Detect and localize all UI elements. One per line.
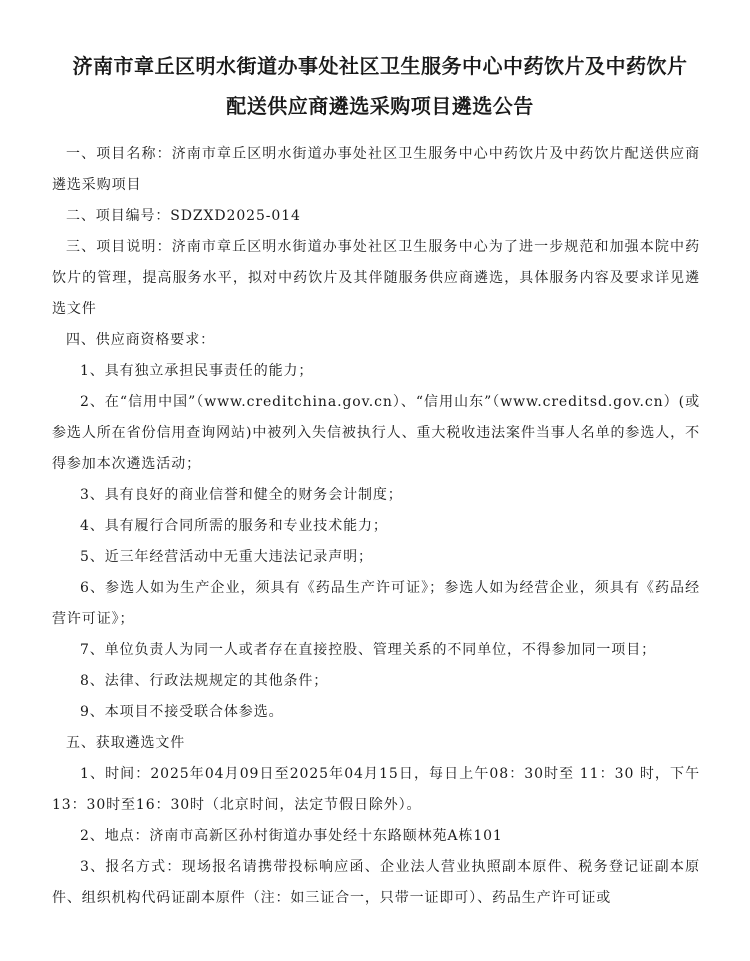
paragraph-project-name: 一、项目名称：济南市章丘区明水街道办事处社区卫生服务中心中药饮片及中药饮片配送供应商遴选采购项目 bbox=[52, 146, 700, 193]
paragraph-project-description: 三、项目说明：济南市章丘区明水街道办事处社区卫生服务中心为了进一步规范和加强本院中药饮片的管理，提高服务水平，拟对中药饮片及其伴随服务供应商遴选，具体服务内容及要求详见遴选文件 bbox=[52, 239, 700, 317]
document-body bbox=[52, 139, 700, 914]
paragraph-qualification-7: 7、单位负责人为同一人或者存在直接控股、管理关系的不同单位，不得参加同一项目； bbox=[80, 642, 657, 658]
document-title bbox=[52, 46, 708, 126]
paragraph-qualification-3: 3、具有良好的商业信誉和健全的财务会计制度； bbox=[80, 487, 403, 503]
title-line-1: 济南市章丘区明水街道办事处社区卫生服务中心中药饮片及中药饮片 bbox=[72, 54, 688, 78]
paragraph-project-number: 二、项目编号：SDZXD2025-014 bbox=[66, 208, 301, 224]
paragraph-qualification-9: 9、本项目不接受联合体参选。 bbox=[80, 704, 284, 720]
paragraph-qualification-6: 6、参选人如为生产企业，须具有《药品生产许可证》；参选人如为经营企业，须具有《药品经营许可证》； bbox=[52, 580, 700, 627]
paragraph-qualification-5: 5、近三年经营活动中无重大违法记录声明； bbox=[80, 549, 373, 565]
paragraph-qualification-8: 8、法律、行政法规规定的其他条件； bbox=[80, 673, 329, 689]
title-line-2: 配送供应商遴选采购项目遴选公告 bbox=[226, 94, 534, 118]
paragraph-qualification-1: 1、具有独立承担民事责任的能力； bbox=[80, 363, 314, 379]
paragraph-qualification-2: 2、在“信用中国”（www.creditchina.gov.cn）、“信用山东”（www.creditsd.gov.cn）(或参选人所在省份信用查询网站)中被列入失信被执行人、重大税收违法案件当事人名单的参选人，不得参加本次遴选活动； bbox=[52, 394, 700, 472]
paragraph-obtain-location: 2、地点：济南市高新区孙村街道办事处经十东路颐林苑A栋101 bbox=[80, 828, 503, 844]
paragraph-registration-method: 3、报名方式：现场报名请携带投标响应函、企业法人营业执照副本原件、税务登记证副本原件、组织机构代码证副本原件（注：如三证合一，只带一证即可）、药品生产许可证或 bbox=[52, 859, 700, 906]
paragraph-obtain-time: 1、时间：2025年04月09日至2025年04月15日，每日上午08：30时至 11：30 时，下午13：30时至16：30时（北京时间，法定节假日除外）。 bbox=[52, 766, 700, 813]
paragraph-obtain-documents-heading: 五、获取遴选文件 bbox=[66, 735, 186, 751]
paragraph-qualification-4: 4、具有履行合同所需的服务和专业技术能力； bbox=[80, 518, 388, 534]
paragraph-qualification-heading: 四、供应商资格要求： bbox=[66, 332, 215, 348]
